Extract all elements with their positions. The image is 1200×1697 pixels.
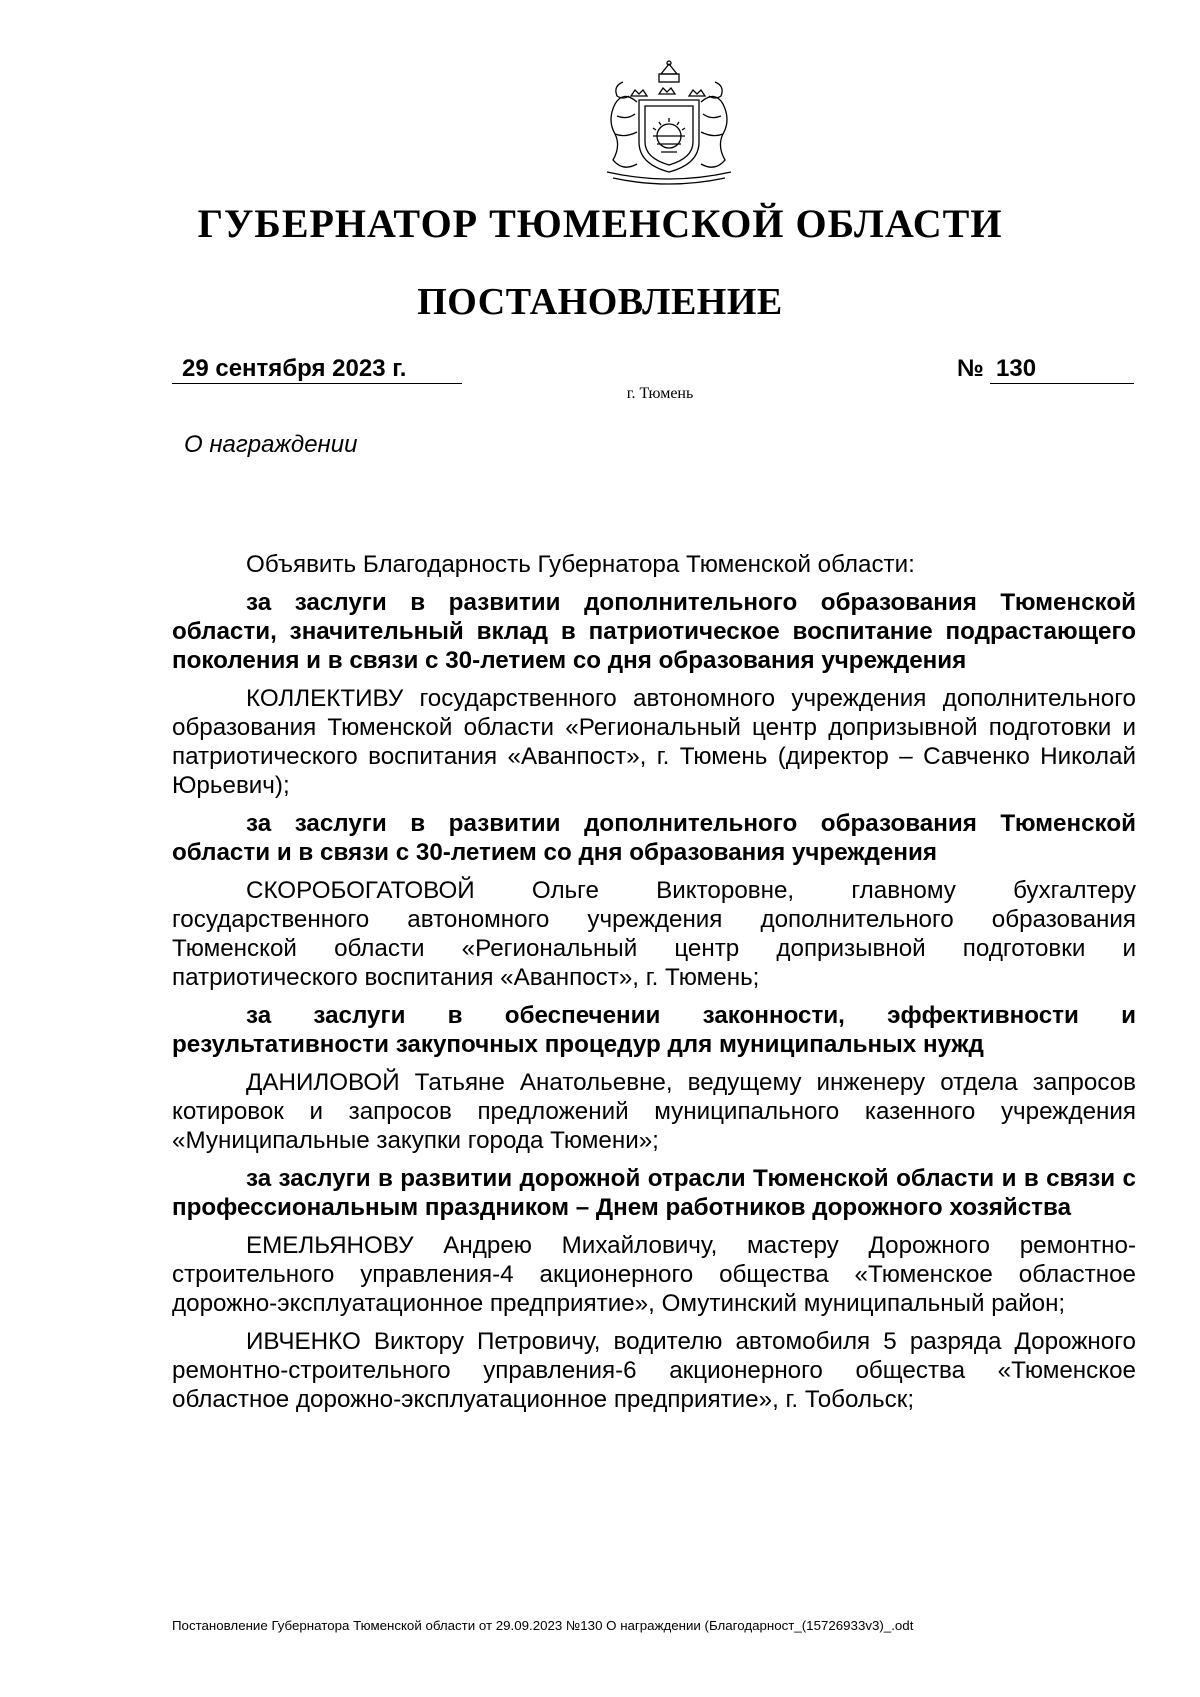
document-city: г. Тюмень bbox=[626, 385, 694, 402]
award-recipient: ДАНИЛОВОЙ Татьяне Анатольевне, ведущему инженеру отдела запросов котировок и запросов предложений муниципального казенного учреждения «Муниципальные закупки города Тюмени»; bbox=[172, 1069, 1136, 1154]
body-intro: Объявить Благодарность Губернатора Тюменской области: bbox=[246, 551, 915, 578]
award-reason: за заслуги в развитии дополнительного образования Тюменской области, значительный вклад в патриотическое воспитание подрастающего поколения и в связи с 30-летием со дня образования учреждения bbox=[172, 589, 1136, 674]
document-type: ПОСТАНОВЛЕНИЕ bbox=[417, 281, 783, 323]
document-body bbox=[172, 550, 1136, 1423]
number-label: № bbox=[957, 355, 984, 382]
document-date: 29 сентября 2023 г. bbox=[172, 354, 462, 384]
award-recipient: СКОРОБОГАТОВОЙ Ольге Викторовне, главному бухгалтеру государственного автономного учреждения дополнительного образования Тюменской области «Региональный центр допризывной подготовки и патриотического воспитания «Аванпост», г. Тюмень; bbox=[172, 877, 1136, 991]
coat-of-arms-icon bbox=[593, 60, 745, 186]
document-number: 130 bbox=[990, 354, 1134, 384]
award-recipient: КОЛЛЕКТИВУ государственного автономного учреждения дополнительного образования Тюменской области «Региональный центр допризывной подготовки и патриотического воспитания «Аванпост», г. Тюмень (директор – Савченко Николай Юрьевич); bbox=[172, 685, 1136, 799]
award-recipient: ИВЧЕНКО Виктору Петровичу, водителю автомобиля 5 разряда Дорожного ремонтно-строительного управления-6 акционерного общества «Тюменское областное дорожно-эксплуатационное предприятие», г. Тобольск; bbox=[172, 1328, 1136, 1413]
award-recipient: ЕМЕЛЬЯНОВУ Андрею Михайловичу, мастеру Дорожного ремонтно-строительного управления-4 акционерного общества «Тюменское областное дорожно-эксплуатационное предприятие», Омутинский муниципальный район; bbox=[172, 1232, 1136, 1317]
award-reason: за заслуги в развитии дополнительного образования Тюменской области и в связи с 30-летием со дня образования учреждения bbox=[172, 810, 1136, 866]
document-subject: О награждении bbox=[184, 431, 358, 458]
award-reason: за заслуги в развитии дорожной отрасли Тюменской области и в связи с профессиональным праздником – Днем работников дорожного хозяйства bbox=[172, 1165, 1136, 1221]
page-footer: Постановление Губернатора Тюменской области от 29.09.2023 №130 О награждении (Благодарност_(15726933v3)_.odt bbox=[172, 1618, 914, 1633]
authority-title: ГУБЕРНАТОР ТЮМЕНСКОЙ ОБЛАСТИ bbox=[197, 201, 1003, 246]
award-reason: за заслуги в обеспечении законности, эффективности и результативности закупочных процедур для муниципальных нужд bbox=[172, 1002, 1136, 1058]
